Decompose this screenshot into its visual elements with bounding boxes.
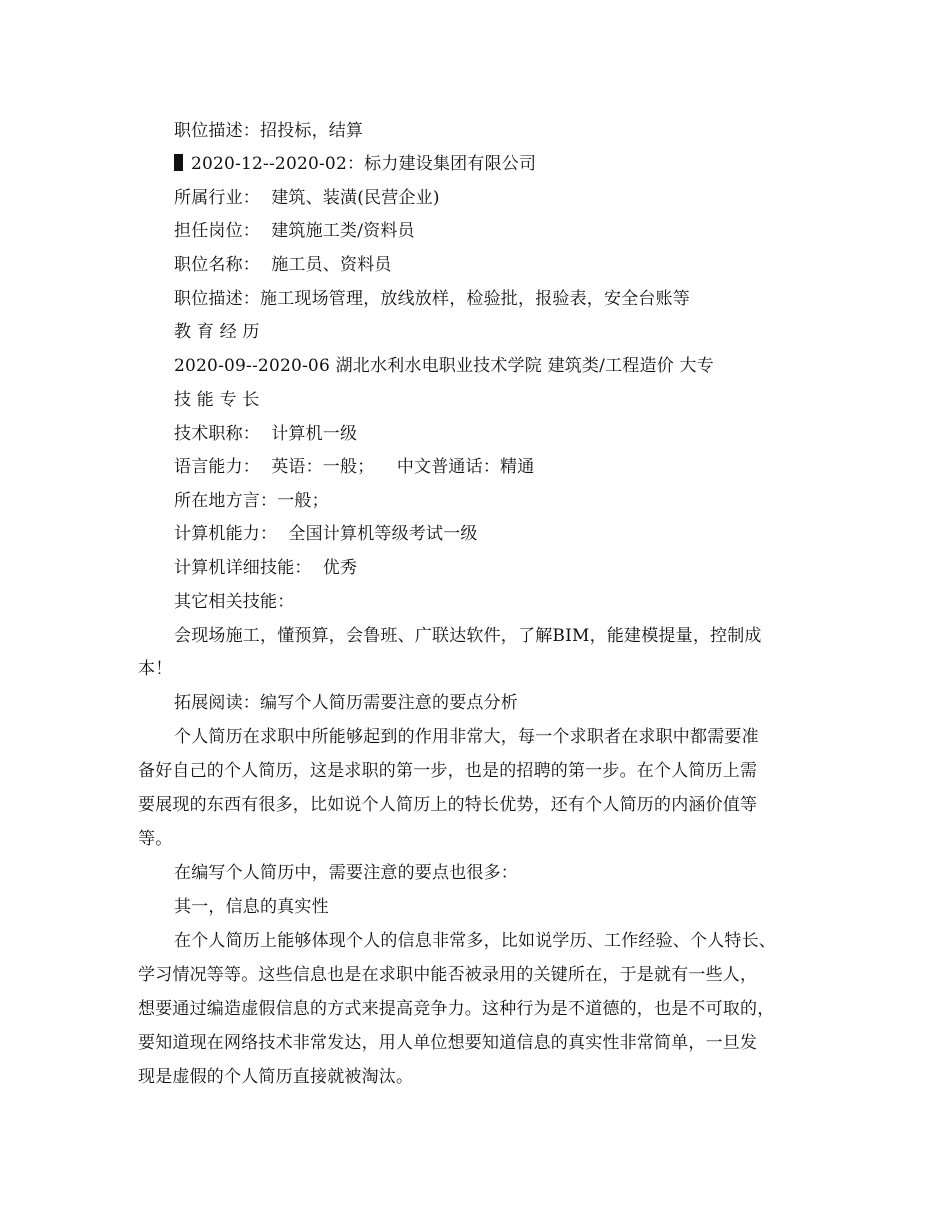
paragraph-2: 在编写个人简历中，需要注意的要点也很多：	[174, 863, 518, 883]
paragraph-1-line-3: 要展现的东西有很多，比如说个人简历上的特长优势，还有个人简历的内涵价值等	[138, 795, 758, 815]
computer-skill-line: 计算机详细技能： 优秀	[174, 558, 358, 578]
paragraph-3-line-5: 现是虚假的个人简历直接就被淘汰。	[138, 1067, 414, 1087]
paragraph-1-line-2: 备好自己的个人简历，这是求职的第一步，也是的招聘的第一步。在个人简历上需	[138, 761, 758, 781]
employment-entry-text: 2020-12--2020-02：标力建设集团有限公司	[191, 154, 537, 174]
education-entry: 2020-09--2020-06 湖北水利水电职业技术学院 建筑类/工程造价 大专	[174, 356, 714, 376]
language-line: 语言能力： 英语：一般； 中文普通话：精通	[174, 457, 535, 477]
extended-reading-title: 拓展阅读：编写个人简历需要注意的要点分析	[174, 693, 518, 713]
job-description-2: 职位描述：施工现场管理，放线放样，检验批，报验表，安全台账等	[174, 289, 690, 309]
paragraph-3-line-3: 想要通过编造虚假信息的方式来提高竞争力。这种行为是不道德的，也是不可取的，	[138, 999, 775, 1019]
other-skills-text: 会现场施工，懂预算，会鲁班、广联达软件，了解BIM，能建模提量，控制成	[174, 626, 762, 646]
bullet-square-icon	[174, 154, 183, 171]
computer-ability-line: 计算机能力： 全国计算机等级考试一级	[174, 524, 478, 544]
paragraph-1-line-1: 个人简历在求职中所能够起到的作用非常大，每一个求职者在求职中都需要准	[174, 727, 759, 747]
point-one-heading: 其一，信息的真实性	[174, 897, 329, 917]
paragraph-3-line-2: 学习情况等等。这些信息也是在求职中能否被录用的关键所在，于是就有一些人，	[138, 965, 758, 985]
position-line: 担任岗位： 建筑施工类/资料员	[174, 221, 415, 241]
technical-title-line: 技术职称： 计算机一级	[174, 424, 358, 444]
other-skills-heading: 其它相关技能：	[174, 592, 295, 612]
dialect-line: 所在地方言：一般；	[174, 491, 329, 511]
skills-heading: 技 能 专 长	[174, 390, 260, 410]
paragraph-3-line-1: 在个人简历上能够体现个人的信息非常多，比如说学历、工作经验、个人特长、	[174, 931, 776, 951]
industry-line: 所属行业： 建筑、装潢(民营企业)	[174, 188, 440, 208]
other-skills-text-end: 本！	[138, 659, 173, 679]
education-heading: 教 育 经 历	[174, 322, 260, 342]
paragraph-1-line-4: 等。	[138, 829, 173, 849]
job-title-line: 职位名称： 施工员、资料员	[174, 255, 392, 275]
employment-entry	[174, 153, 536, 175]
paragraph-3-line-4: 要知道现在网络技术非常发达，用人单位想要知道信息的真实性非常简单，一旦发	[138, 1033, 758, 1053]
job-description-1: 职位描述：招投标，结算	[174, 121, 364, 141]
